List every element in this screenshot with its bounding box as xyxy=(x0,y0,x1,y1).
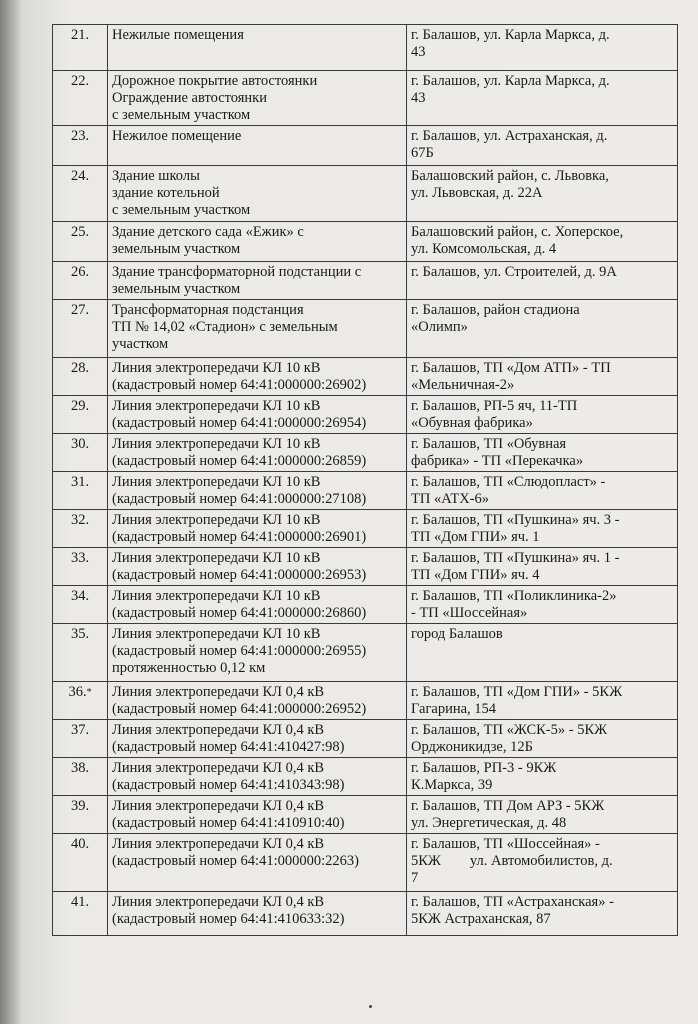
table-row xyxy=(53,472,678,510)
row-number-text: 36. xyxy=(68,684,87,700)
object-name-cell xyxy=(108,300,407,358)
object-name-line: земельным участком xyxy=(112,241,241,257)
address-cell xyxy=(407,358,678,396)
object-name-line: Здание школы xyxy=(112,168,200,184)
object-name-line: Линия электропередачи КЛ 10 кВ xyxy=(112,512,321,528)
address-line: 5КЖ ул. Автомобилистов, д. xyxy=(411,853,613,869)
object-name-cell xyxy=(108,548,407,586)
address-line: г. Балашов, ТП «Дом ГПИ» - 5КЖ xyxy=(411,684,623,700)
address-cell xyxy=(407,166,678,222)
row-number xyxy=(53,71,108,126)
row-number xyxy=(53,472,108,510)
address-line: г. Балашов, ТП «Астраханская» - xyxy=(411,894,614,910)
property-table xyxy=(52,24,678,936)
row-number-text: 22. xyxy=(70,73,90,89)
row-number-text: 21. xyxy=(70,27,90,43)
address-line: г. Балашов, ТП «Дом АТП» - ТП xyxy=(411,360,611,376)
table-row xyxy=(53,758,678,796)
object-name-line: Здание трансформаторной подстанции с xyxy=(112,264,362,280)
table-row xyxy=(53,586,678,624)
address-cell xyxy=(407,262,678,300)
row-number-text: 23. xyxy=(70,128,90,144)
object-name-line: (кадастровый номер 64:41:410343:98) xyxy=(112,777,345,793)
address-line: «Мельничная-2» xyxy=(411,377,515,393)
address-line: ул. Комсомольская, д. 4 xyxy=(411,241,557,257)
address-line: ТП «Дом ГПИ» яч. 1 xyxy=(411,529,540,545)
address-cell xyxy=(407,834,678,892)
address-line: г. Балашов, ТП Дом АРЗ - 5КЖ xyxy=(411,798,605,814)
object-name-cell xyxy=(108,720,407,758)
object-name-line: Линия электропередачи КЛ 0,4 кВ xyxy=(112,722,325,738)
object-name-cell xyxy=(108,834,407,892)
row-number xyxy=(53,892,108,936)
object-name-cell xyxy=(108,126,407,166)
address-line: «Олимп» xyxy=(411,319,468,335)
object-name-cell xyxy=(108,71,407,126)
row-number xyxy=(53,396,108,434)
object-name-line: (кадастровый номер 64:41:000000:26953) xyxy=(112,567,367,583)
address-line: К.Маркса, 39 xyxy=(411,777,493,793)
row-number xyxy=(53,758,108,796)
object-name-line: земельным участком xyxy=(112,281,241,297)
object-name-cell xyxy=(108,682,407,720)
object-name-line: Нежилые помещения xyxy=(112,27,244,43)
object-name-line: (кадастровый номер 64:41:000000:26860) xyxy=(112,605,367,621)
address-line: г. Балашов, РП-5 яч, 11-ТП xyxy=(411,398,578,414)
table-row xyxy=(53,796,678,834)
object-name-line: Линия электропередачи КЛ 10 кВ xyxy=(112,550,321,566)
object-name-line: Линия электропередачи КЛ 10 кВ xyxy=(112,626,321,642)
table-row xyxy=(53,510,678,548)
object-name-line: (кадастровый номер 64:41:000000:26954) xyxy=(112,415,367,431)
object-name-line: Линия электропередачи КЛ 10 кВ xyxy=(112,436,321,452)
row-number-text: 26. xyxy=(70,264,90,280)
address-line: 5КЖ Астраханская, 87 xyxy=(411,911,551,927)
object-name-cell xyxy=(108,262,407,300)
row-number-text: 28. xyxy=(70,360,90,376)
address-cell xyxy=(407,396,678,434)
address-cell xyxy=(407,720,678,758)
object-name-line: Ограждение автостоянки xyxy=(112,90,267,106)
object-name-line: с земельным участком xyxy=(112,202,251,218)
row-number-text: 39. xyxy=(70,798,90,814)
address-cell xyxy=(407,796,678,834)
row-number xyxy=(53,222,108,262)
row-number xyxy=(53,510,108,548)
object-name-cell xyxy=(108,624,407,682)
address-line: г. Балашов, ул. Карла Маркса, д. xyxy=(411,73,610,89)
address-line: Балашовский район, с. Хоперское, xyxy=(411,224,624,240)
object-name-line: (кадастровый номер 64:41:000000:26955) xyxy=(112,643,367,659)
object-name-line: (кадастровый номер 64:41:410427:98) xyxy=(112,739,345,755)
address-line: ул. Энергетическая, д. 48 xyxy=(411,815,567,831)
address-line: ТП «АТХ-6» xyxy=(411,491,490,507)
table-row xyxy=(53,126,678,166)
address-line: г. Балашов, ул. Строителей, д. 9А xyxy=(411,264,617,280)
row-mark: * xyxy=(86,687,92,698)
address-line: г. Балашов, ул. Карла Маркса, д. xyxy=(411,27,610,43)
object-name-line: (кадастровый номер 64:41:000000:27108) xyxy=(112,491,367,507)
row-number-text: 38. xyxy=(70,760,90,776)
address-line: г. Балашов, РП-3 - 9КЖ xyxy=(411,760,557,776)
address-line: г. Балашов, ТП «Пушкина» яч. 1 - xyxy=(411,550,620,566)
table-row xyxy=(53,358,678,396)
address-line: город Балашов xyxy=(411,626,503,642)
address-line: 43 xyxy=(411,44,426,60)
row-number xyxy=(53,834,108,892)
row-number xyxy=(53,548,108,586)
row-number-text: 31. xyxy=(70,474,90,490)
row-number xyxy=(53,434,108,472)
table-row xyxy=(53,71,678,126)
address-line: г. Балашов, ул. Астраханская, д. xyxy=(411,128,608,144)
address-line: - ТП «Шоссейная» xyxy=(411,605,528,621)
row-number-text: 35. xyxy=(70,626,90,642)
object-name-line: (кадастровый номер 64:41:000000:2263) xyxy=(112,853,359,869)
address-line: г. Балашов, ТП «Слюдопласт» - xyxy=(411,474,606,490)
page-edge-shadow xyxy=(0,0,22,1024)
object-name-cell xyxy=(108,472,407,510)
object-name-line: здание котельной xyxy=(112,185,220,201)
object-name-cell xyxy=(108,892,407,936)
object-name-line: Линия электропередачи КЛ 0,4 кВ xyxy=(112,760,325,776)
table-row xyxy=(53,166,678,222)
address-line: г. Балашов, ТП «Обувная xyxy=(411,436,567,452)
address-line: г. Балашов, ТП «ЖСК-5» - 5КЖ xyxy=(411,722,608,738)
object-name-line: участком xyxy=(112,336,169,352)
row-number xyxy=(53,682,108,720)
object-name-line: Линия электропередачи КЛ 10 кВ xyxy=(112,360,321,376)
object-name-line: (кадастровый номер 64:41:000000:26952) xyxy=(112,701,367,717)
table-row xyxy=(53,834,678,892)
address-cell xyxy=(407,548,678,586)
table-row xyxy=(53,682,678,720)
object-name-cell xyxy=(108,222,407,262)
address-line: «Обувная фабрика» xyxy=(411,415,533,431)
row-number xyxy=(53,300,108,358)
address-line: 43 xyxy=(411,90,426,106)
row-number xyxy=(53,126,108,166)
object-name-line: (кадастровый номер 64:41:410910:40) xyxy=(112,815,345,831)
address-line: Балашовский район, с. Львовка, xyxy=(411,168,609,184)
row-number-text: 34. xyxy=(70,588,90,604)
row-number-text: 30. xyxy=(70,436,90,452)
table-row xyxy=(53,624,678,682)
object-name-cell xyxy=(108,396,407,434)
object-name-line: (кадастровый номер 64:41:000000:26901) xyxy=(112,529,367,545)
table-row xyxy=(53,396,678,434)
object-name-line: Линия электропередачи КЛ 0,4 кВ xyxy=(112,836,325,852)
table-row xyxy=(53,720,678,758)
object-name-line: протяженностью 0,12 км xyxy=(112,660,266,676)
object-name-line: (кадастровый номер 64:41:000000:26859) xyxy=(112,453,367,469)
object-name-cell xyxy=(108,510,407,548)
object-name-line: Линия электропередачи КЛ 0,4 кВ xyxy=(112,684,325,700)
object-name-cell xyxy=(108,434,407,472)
object-name-cell xyxy=(108,758,407,796)
address-line: ТП «Дом ГПИ» яч. 4 xyxy=(411,567,540,583)
address-cell xyxy=(407,126,678,166)
address-line: ул. Львовская, д. 22А xyxy=(411,185,543,201)
object-name-cell xyxy=(108,166,407,222)
object-name-line: Линия электропередачи КЛ 10 кВ xyxy=(112,588,321,604)
row-number xyxy=(53,720,108,758)
object-name-line: с земельным участком xyxy=(112,107,251,123)
address-line: г. Балашов, ТП «Поликлиника-2» xyxy=(411,588,617,604)
address-line: г. Балашов, ТП «Шоссейная» - xyxy=(411,836,600,852)
row-number-text: 24. xyxy=(70,168,90,184)
object-name-line: Линия электропередачи КЛ 10 кВ xyxy=(112,398,321,414)
object-name-line: Нежилое помещение xyxy=(112,128,242,144)
address-cell xyxy=(407,25,678,71)
row-number-text: 25. xyxy=(70,224,90,240)
row-number-text: 27. xyxy=(70,302,90,318)
ink-dot xyxy=(369,1005,372,1008)
row-number-text: 32. xyxy=(70,512,90,528)
table-row xyxy=(53,434,678,472)
address-cell xyxy=(407,586,678,624)
address-line: г. Балашов, район стадиона xyxy=(411,302,580,318)
row-number xyxy=(53,25,108,71)
address-cell xyxy=(407,624,678,682)
row-number-text: 41. xyxy=(70,894,90,910)
row-number-text: 40. xyxy=(70,836,90,852)
address-cell xyxy=(407,434,678,472)
row-number xyxy=(53,586,108,624)
row-number xyxy=(53,166,108,222)
object-name-cell xyxy=(108,25,407,71)
address-cell xyxy=(407,682,678,720)
object-name-line: (кадастровый номер 64:41:410633:32) xyxy=(112,911,345,927)
row-number-text: 29. xyxy=(70,398,90,414)
address-line: фабрика» - ТП «Перекачка» xyxy=(411,453,584,469)
object-name-line: Линия электропередачи КЛ 0,4 кВ xyxy=(112,798,325,814)
row-number-text: 37. xyxy=(70,722,90,738)
row-number xyxy=(53,358,108,396)
object-name-line: ТП № 14,02 «Стадион» с земельным xyxy=(112,319,338,335)
table-row xyxy=(53,262,678,300)
row-number xyxy=(53,624,108,682)
object-name-line: Здание детского сада «Ежик» с xyxy=(112,224,304,240)
row-number xyxy=(53,262,108,300)
address-cell xyxy=(407,222,678,262)
address-line: 67Б xyxy=(411,145,434,161)
object-name-line: Линия электропередачи КЛ 0,4 кВ xyxy=(112,894,325,910)
object-name-cell xyxy=(108,796,407,834)
address-line: 7 xyxy=(411,870,419,886)
table-row xyxy=(53,548,678,586)
object-name-line: (кадастровый номер 64:41:000000:26902) xyxy=(112,377,367,393)
table-row xyxy=(53,25,678,71)
address-cell xyxy=(407,892,678,936)
address-cell xyxy=(407,71,678,126)
address-cell xyxy=(407,300,678,358)
object-name-line: Дорожное покрытие автостоянки xyxy=(112,73,318,89)
object-name-cell xyxy=(108,586,407,624)
table-row xyxy=(53,300,678,358)
address-cell xyxy=(407,510,678,548)
row-number-text: 33. xyxy=(70,550,90,566)
address-cell xyxy=(407,472,678,510)
address-line: г. Балашов, ТП «Пушкина» яч. 3 - xyxy=(411,512,620,528)
row-number xyxy=(53,796,108,834)
table-row xyxy=(53,892,678,936)
table-row xyxy=(53,222,678,262)
address-cell xyxy=(407,758,678,796)
object-name-line: Линия электропередачи КЛ 10 кВ xyxy=(112,474,321,490)
address-line: Орджоникидзе, 12Б xyxy=(411,739,533,755)
address-line: Гагарина, 154 xyxy=(411,701,497,717)
object-name-line: Трансформаторная подстанция xyxy=(112,302,304,318)
object-name-cell xyxy=(108,358,407,396)
